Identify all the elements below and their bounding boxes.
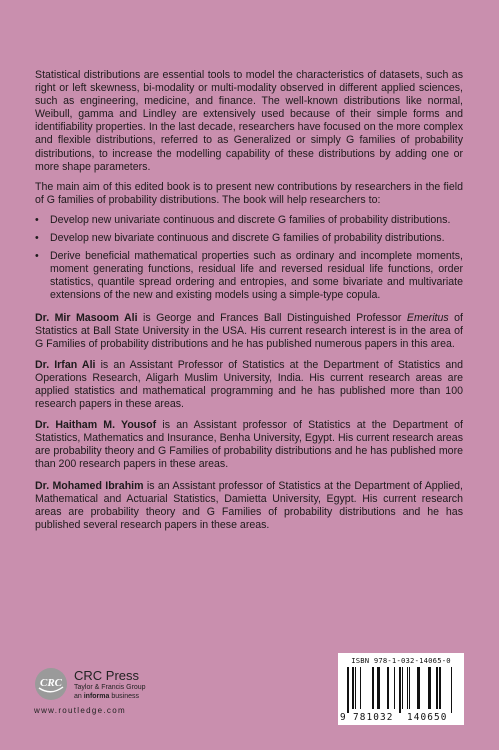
bullet-icon: • [35,213,39,226]
svg-text:CRC: CRC [39,677,63,689]
author-bio: Dr. Mohamed Ibrahim is an Assistant professor of Statistics at the Department of Applied, Mathematical and Actuarial Statistics, Damietta University, Egypt. His current research areas are probability theory and G Families of probability distributions and he has published several research papers in these areas. [35,479,463,531]
crc-press-logo-icon [34,667,68,701]
author-bio: Dr. Haitham M. Yousof is an Assistant professor of Statistics at the Department of Statistics, Mathematics and Insurance, Benha University, Egypt. His current research areas are probability theory and G Families of probability distributions and he has published more than 200 research papers in these areas. [35,419,464,471]
bullet-icon: • [35,232,39,245]
author-name: Dr. Mir Masoom Ali [35,311,138,324]
publisher-name: CRC Press [74,668,140,683]
publisher-block [32,664,192,724]
list-item: • Develop new univariate continuous and discrete G families of probability distributions. [35,213,451,226]
publisher-group: Taylor & Francis Group [74,684,146,691]
isbn-barcode: ISBN 978-1-032-14065-0 9 781032 140650 [338,653,464,725]
publisher-url: www.routledge.com [34,706,126,715]
isbn-label: ISBN 978-1-032-14065-0 [351,656,451,665]
intro-paragraph: Statistical distributions are essential tools to model the characteristics of datasets, such as right or left skewness, bi-modality or multi-modality observed in different applied sciences, such as engineering, medicine, and finance. The well-known distributions like normal, Weibull, gamma and Lindley are extensively used because of their simple forms and identifiability properties. In the last decade, researchers have focused on the more complex and flexible distributions, referred to as Generalized or simply G families of probability distributions, to increase the modelling capability of these distributions by adding one or more shape parameters. [35,69,463,173]
barcode-icon [347,667,455,713]
author-bio: Dr. Irfan Ali is an Assistant Professor of Statistics at the Department of Statistics and Operations Research, Aligarh Muslim University, India. His current research areas are applied statistics and mathematical programming and he has published more than 100 research papers in these areas. [35,358,463,411]
aim-paragraph: The main aim of this edited book is to present new contributions by researchers in the field of G families of probability distributions. The book will help researchers to: [35,180,463,206]
publisher-tagline: an informa business [74,693,139,700]
author-bio: Dr. Mir Masoom Ali is George and Frances Ball Distinguished Professor Emeritus of Statistics at Ball State University in the USA. His current research interest is in the area of G Families of probability distributions and he has published numerous papers in this area. [35,311,463,350]
back-cover-text [35,69,463,540]
bullet-icon: • [35,250,39,263]
author-name: Dr. Haitham M. Yousof [35,419,157,432]
author-name: Dr. Irfan Ali [35,358,96,371]
bullet-list [35,214,463,303]
list-item: • Derive beneficial mathematical properties such as ordinary and incomplete moments, moment generating functions, residual life and reversed residual life functions, order statistics, quantile spread ordering and entropies, and some bivariate and multivariate extensions of the new and existing models using a simple-type copula. [35,250,463,302]
author-name: Dr. Mohamed Ibrahim [35,479,144,492]
list-item: • Develop new bivariate continuous and discrete G families of probability distributions. [35,232,445,245]
